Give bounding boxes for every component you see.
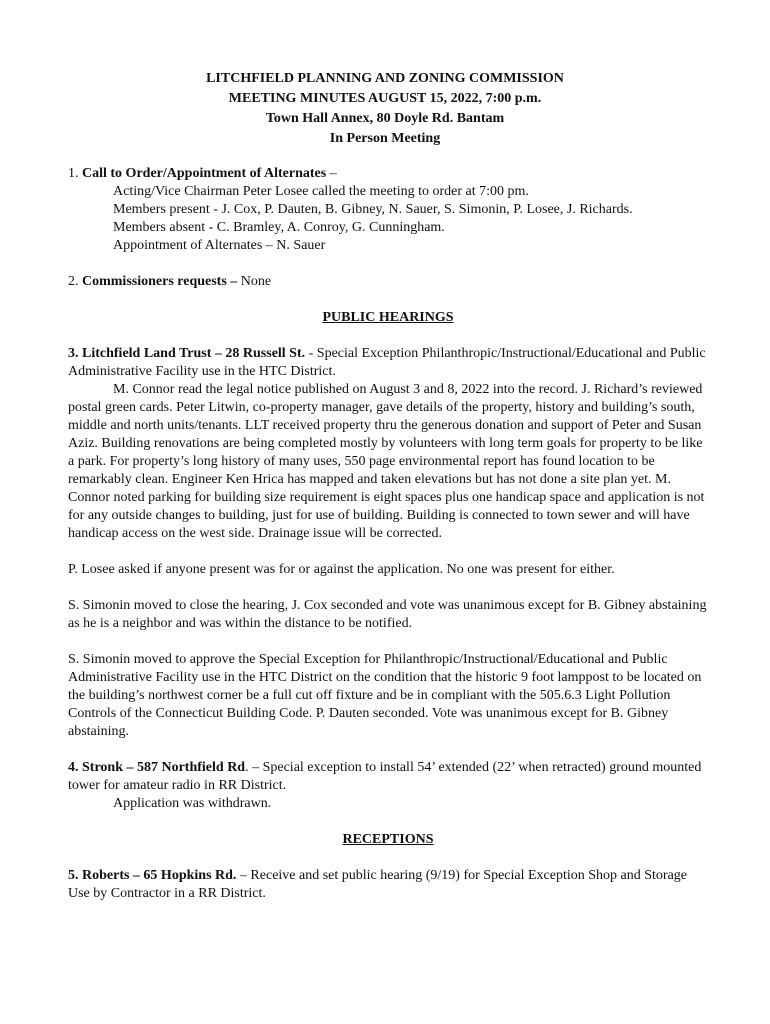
item-2-title: Commissioners requests – [82,274,238,289]
item-5-title: 5. Roberts – 65 Hopkins Rd. [68,868,237,883]
document-header [0,69,770,149]
item-1-line-1: Acting/Vice Chairman Peter Losee called the meeting to order at 7:00 pm. [113,184,529,199]
item-2-heading: 2. Commissioners requests – None [68,274,272,289]
section-public-hearings: PUBLIC HEARINGS [322,310,454,325]
item-4-title: 4. Stronk – 587 Northfield Rd [68,760,246,775]
item-3-paragraph-1: M. Connor read the legal notice published on August 3 and 8, 2022 into the record. J. Richard’s reviewed postal green cards. Peter Litwin, co-property manager, gave details of the property, history and building’s south, middle and north units/tenants. LLT received property thru the generous donation and support of Peter and Susan Aziz. Building renovations are being completed mostly by volunteers with long term goals for property to be like a park. For property’s long history of many uses, 550 page environmental report has found location to be remarkably clean. Engineer Ken Hrica has mapped and taken elevations but has not done a site plan yet. M. Connor noted parking for building size requirement is eight spaces plus one handicap space and application is not for any outside changes to building, just for use of building. Building is connected to town sewer and will have handicap access on the west side. Drainage issue will be corrected. [68,382,705,541]
item-5-heading: 5. Roberts – 65 Hopkins Rd. – Receive and set public hearing (9/19) for Special Exception Shop and Storage Use by Contractor in a RR District. [68,868,688,901]
item-3-title: 3. Litchfield Land Trust – 28 Russell St. [68,346,306,361]
item-1-line-3: Members absent - C. Bramley, A. Conroy, G. Cunningham. [113,220,445,235]
item-1-title: Call to Order/Appointment of Alternates [82,166,327,181]
item-1-heading: 1. Call to Order/Appointment of Alternates – [68,166,337,181]
header-title: LITCHFIELD PLANNING AND ZONING COMMISSION [206,71,564,86]
minutes-body [68,165,708,903]
header-location: Town Hall Annex, 80 Doyle Rd. Bantam [265,111,505,126]
item-3-heading: 3. Litchfield Land Trust – 28 Russell St. - Special Exception Philanthropic/Instructional/Educational and Public Administrative Facility use in the HTC District. [68,346,706,379]
item-4-line: Application was withdrawn. [113,796,272,811]
header-meeting-type: In Person Meeting [329,131,441,146]
item-1-line-2: Members present - J. Cox, P. Dauten, B. Gibney, N. Sauer, S. Simonin, P. Losee, J. Richards. [113,202,633,217]
item-4-heading: 4. Stronk – 587 Northfield Rd. – Special exception to install 54’ extended (22’ when retracted) ground mounted tower for amateur radio in RR District. [68,760,702,793]
item-3-paragraph-4: S. Simonin moved to approve the Special Exception for Philanthropic/Instructional/Educational and Public Administrative Facility use in the HTC District on the condition that the historic 9 foot lamppost to be located on the building’s northwest corner be a full cut off fixture and be in compliant with the 505.6.3 Light Pollution Controls of the Connecticut Building Code. P. Dauten seconded. Vote was unanimous except for B. Gibney abstaining. [68,652,702,739]
header-meeting-date: MEETING MINUTES AUGUST 15, 2022, 7:00 p.m. [228,91,542,106]
item-3-paragraph-2: P. Losee asked if anyone present was for or against the application. No one was present for either. [68,562,615,577]
item-1-line-4: Appointment of Alternates – N. Sauer [113,238,326,253]
section-receptions: RECEPTIONS [342,832,434,847]
item-3-paragraph-3: S. Simonin moved to close the hearing, J. Cox seconded and vote was unanimous except for B. Gibney abstaining as he is a neighbor and was within the distance to be notified. [68,598,707,631]
